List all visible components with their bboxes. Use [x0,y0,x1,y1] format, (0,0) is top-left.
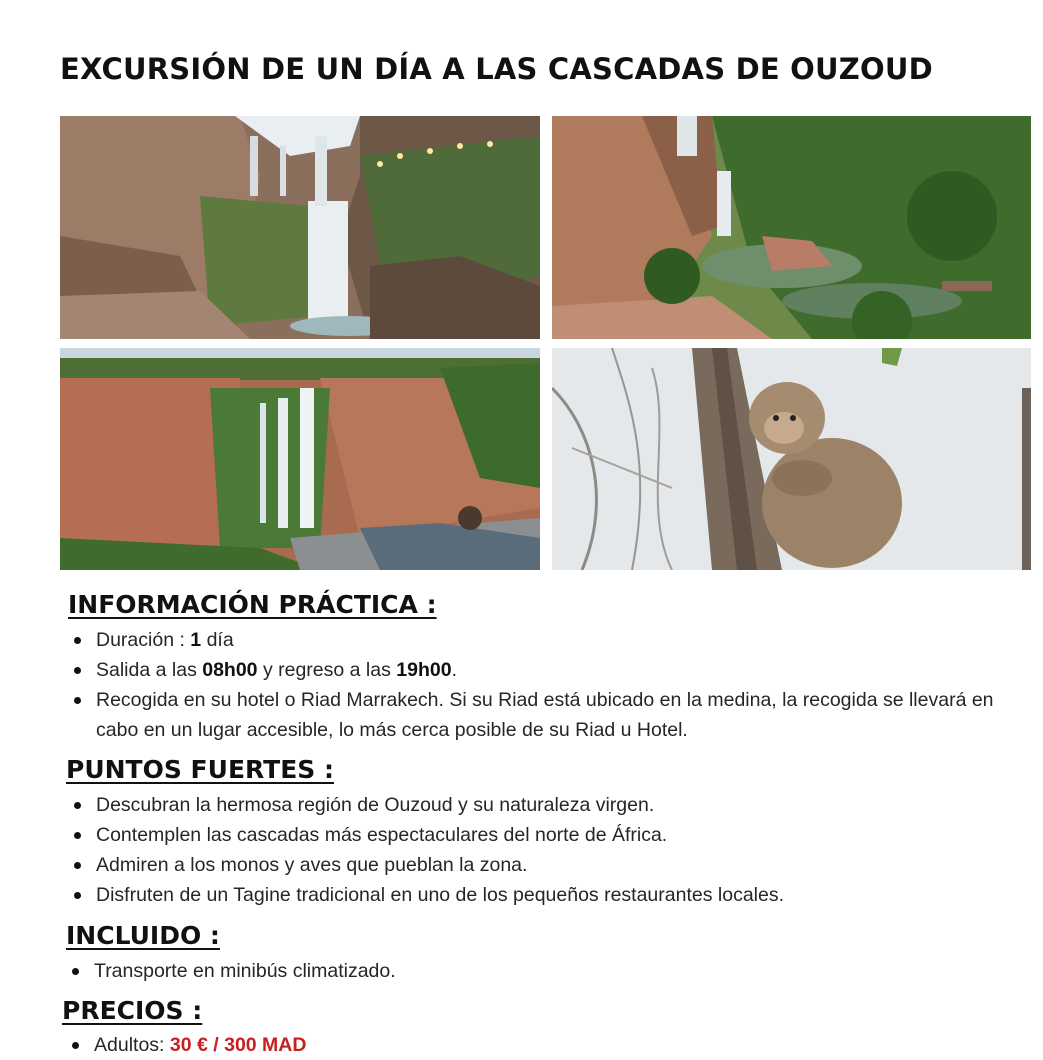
adult-price: 30 € / 300 MAD [169,1034,307,1056]
page-title: EXCURSIÓN DE UN DÍA A LAS CASCADAS DE OUZOUD [60,52,933,86]
list-item: Salida a las 08h00 y regreso a las 19h00. [68,655,1018,685]
list-item: Descubran la hermosa región de Ouzoud y su naturaleza virgen. [68,790,1018,820]
incluido-heading: INCLUIDO : [66,921,220,950]
red-cliffs-waterfall-photo [60,348,540,570]
puntos-list [68,790,1018,910]
list-item: Contemplen las cascadas más espectaculares del norte de África. [68,820,1018,850]
list-item: Transporte en minibús climatizado. [66,956,1016,986]
list-item: Disfruten de un Tagine tradicional en uno de los pequeños restaurantes locales. [68,880,1018,910]
puntos-heading: PUNTOS FUERTES : [66,755,334,784]
precios-heading: PRECIOS : [62,996,203,1025]
list-item: Duración : 1 día [68,625,1018,655]
list-item: Recogida en su hotel o Riad Marrakech. Si su Riad está ubicado en la medina, la recogida se llevará en cabo en un lugar accesible, lo más cerca posible de su Riad u Hotel. [68,685,1018,745]
info-list [68,625,1018,745]
info-heading: INFORMACIÓN PRÁCTICA : [68,590,437,619]
waterfall-pools-photo [552,116,1031,339]
incluido-list [66,956,1016,986]
list-item: Adultos: 30 € / 300 MAD [66,1030,1016,1060]
waterfall-canyon-photo [60,116,540,339]
barbary-macaque-photo [552,348,1031,570]
precios-list [66,1030,1016,1060]
list-item: Admiren a los monos y aves que pueblan la zona. [68,850,1018,880]
